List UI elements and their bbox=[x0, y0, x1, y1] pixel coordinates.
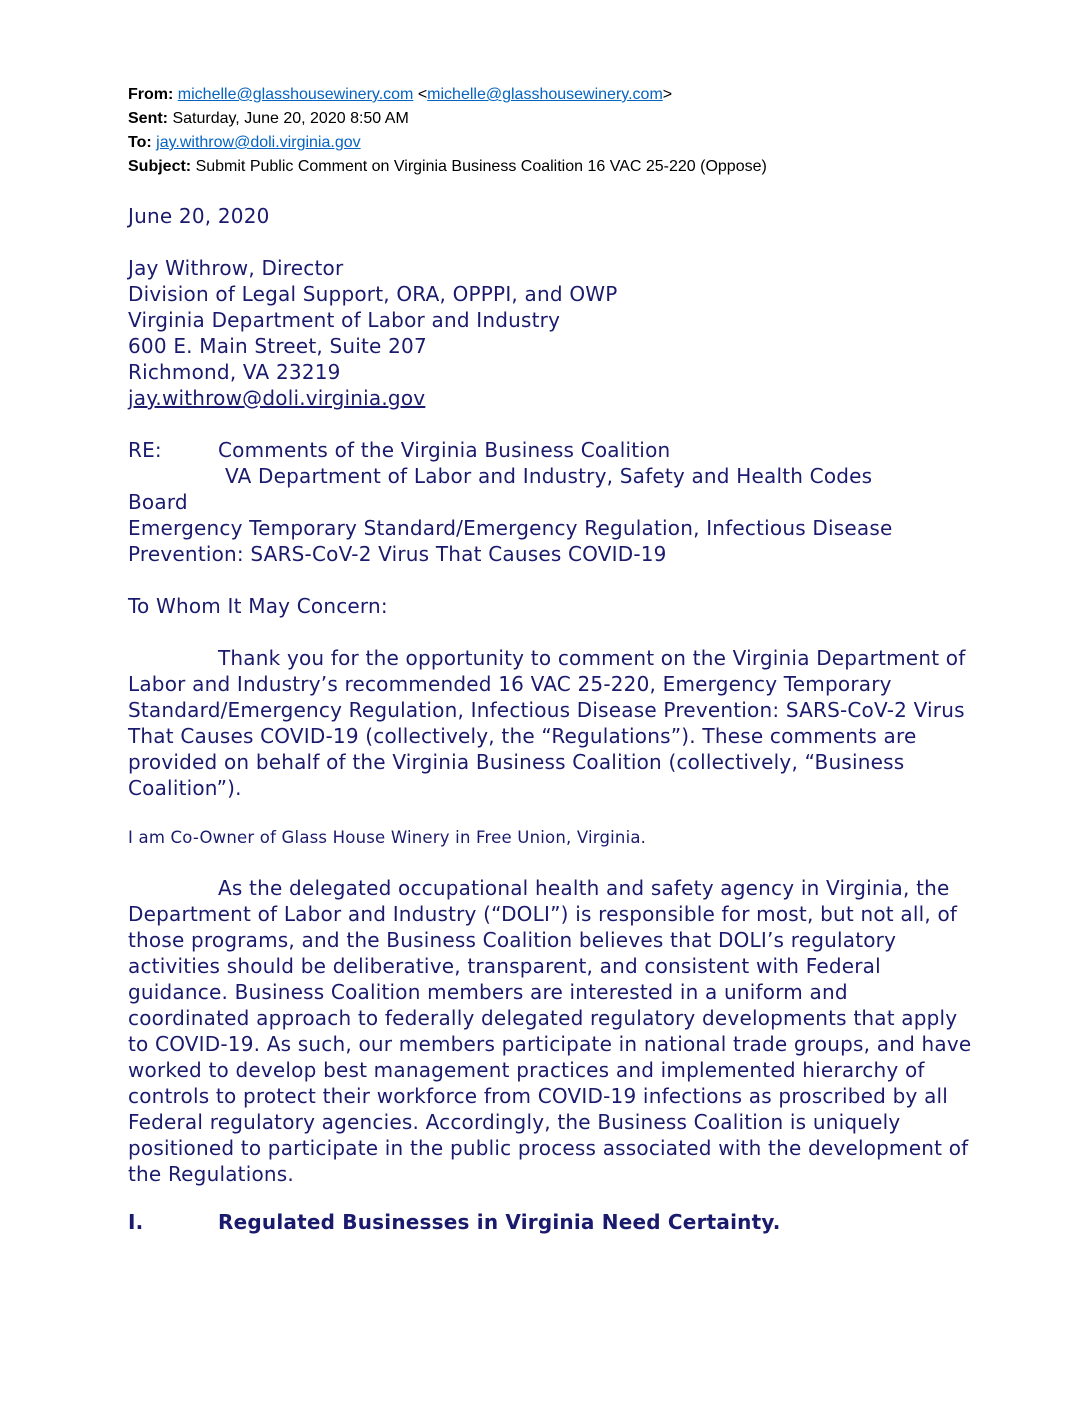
recipient-department: Virginia Department of Labor and Industry bbox=[128, 308, 561, 332]
section-heading-1-number: I. bbox=[128, 1210, 144, 1234]
re-line-2: VA Department of Labor and Industry, Safety and Health Codes bbox=[225, 464, 873, 488]
section-heading-1 bbox=[128, 1209, 973, 1235]
paragraph-1: Thank you for the opportunity to comment on the Virginia Department of Labor and Industry’s recommended 16 VAC 25-220, Emergency Temporary Standard/Emergency Regulation, Infectious Disease Prevention: SARS-CoV-2 Virus That Causes COVID-19 (collectively, the “Regulations”). These comments are provided on behalf of the Virginia Business Coalition (collectively, “Business Coalition”). bbox=[128, 646, 966, 800]
re-line-3: Board bbox=[128, 490, 188, 514]
from-email-link-duplicate[interactable]: michelle@glasshousewinery.com bbox=[427, 86, 663, 103]
re-label: RE: bbox=[128, 438, 162, 462]
recipient-email-link[interactable]: jay.withrow@doli.virginia.gov bbox=[128, 386, 426, 410]
email-from-line bbox=[128, 83, 973, 107]
personal-note: I am Co-Owner of Glass House Winery in Free Union, Virginia. bbox=[128, 828, 647, 847]
recipient-city: Richmond, VA 23219 bbox=[128, 360, 341, 384]
subject-label: Subject: bbox=[128, 158, 192, 175]
recipient-name: Jay Withrow, Director bbox=[128, 256, 344, 280]
email-header bbox=[128, 83, 973, 179]
letter-date: June 20, 2020 bbox=[128, 204, 270, 228]
re-line-4: Emergency Temporary Standard/Emergency Regulation, Infectious Disease bbox=[128, 516, 893, 540]
letter-body bbox=[128, 203, 973, 1235]
re-line-5: Prevention: SARS-CoV-2 Virus That Causes COVID-19 bbox=[128, 542, 667, 566]
recipient-division: Division of Legal Support, ORA, OPPPI, and OWP bbox=[128, 282, 618, 306]
recipient-address-block bbox=[128, 255, 973, 411]
email-subject-line bbox=[128, 155, 973, 179]
sent-label: Sent: bbox=[128, 110, 168, 127]
sent-value: Saturday, June 20, 2020 8:50 AM bbox=[172, 110, 409, 127]
salutation: To Whom It May Concern: bbox=[128, 594, 388, 618]
to-label: To: bbox=[128, 134, 152, 151]
section-heading-1-text: Regulated Businesses in Virginia Need Certainty. bbox=[218, 1210, 781, 1234]
re-line-1-text: Comments of the Virginia Business Coalition bbox=[218, 438, 671, 462]
paragraph-2: As the delegated occupational health and safety agency in Virginia, the Department of Labor and Industry (“DOLI”) is responsible for most, but not all, of those programs, and the Business Coalition believes that DOLI’s regulatory activities should be deliberative, transparent, and consistent with Federal guidance. Business Coalition members are interested in a uniform and coordinated approach to federally delegated regulatory developments that apply to COVID-19. As such, our members participate in national trade groups, and have worked to develop best management practices and implemented hierarchy of controls to protect their workforce from COVID-19 infections as proscribed by all Federal regulatory agencies. Accordingly, the Business Coalition is uniquely positioned to participate in the public process associated with the development of the Regulations. bbox=[128, 876, 972, 1186]
recipient-street: 600 E. Main Street, Suite 207 bbox=[128, 334, 427, 358]
email-sent-line bbox=[128, 107, 973, 131]
from-email-link[interactable]: michelle@glasshousewinery.com bbox=[177, 86, 414, 103]
from-close-bracket: > bbox=[662, 86, 673, 103]
re-line-1 bbox=[128, 437, 973, 463]
subject-value: Submit Public Comment on Virginia Business Coalition 16 VAC 25-220 (Oppose) bbox=[195, 158, 767, 175]
from-label: From: bbox=[128, 86, 174, 103]
from-open-bracket: < bbox=[417, 86, 428, 103]
to-email-link[interactable]: jay.withrow@doli.virginia.gov bbox=[156, 134, 361, 151]
re-block bbox=[128, 437, 973, 567]
email-to-line bbox=[128, 131, 973, 155]
